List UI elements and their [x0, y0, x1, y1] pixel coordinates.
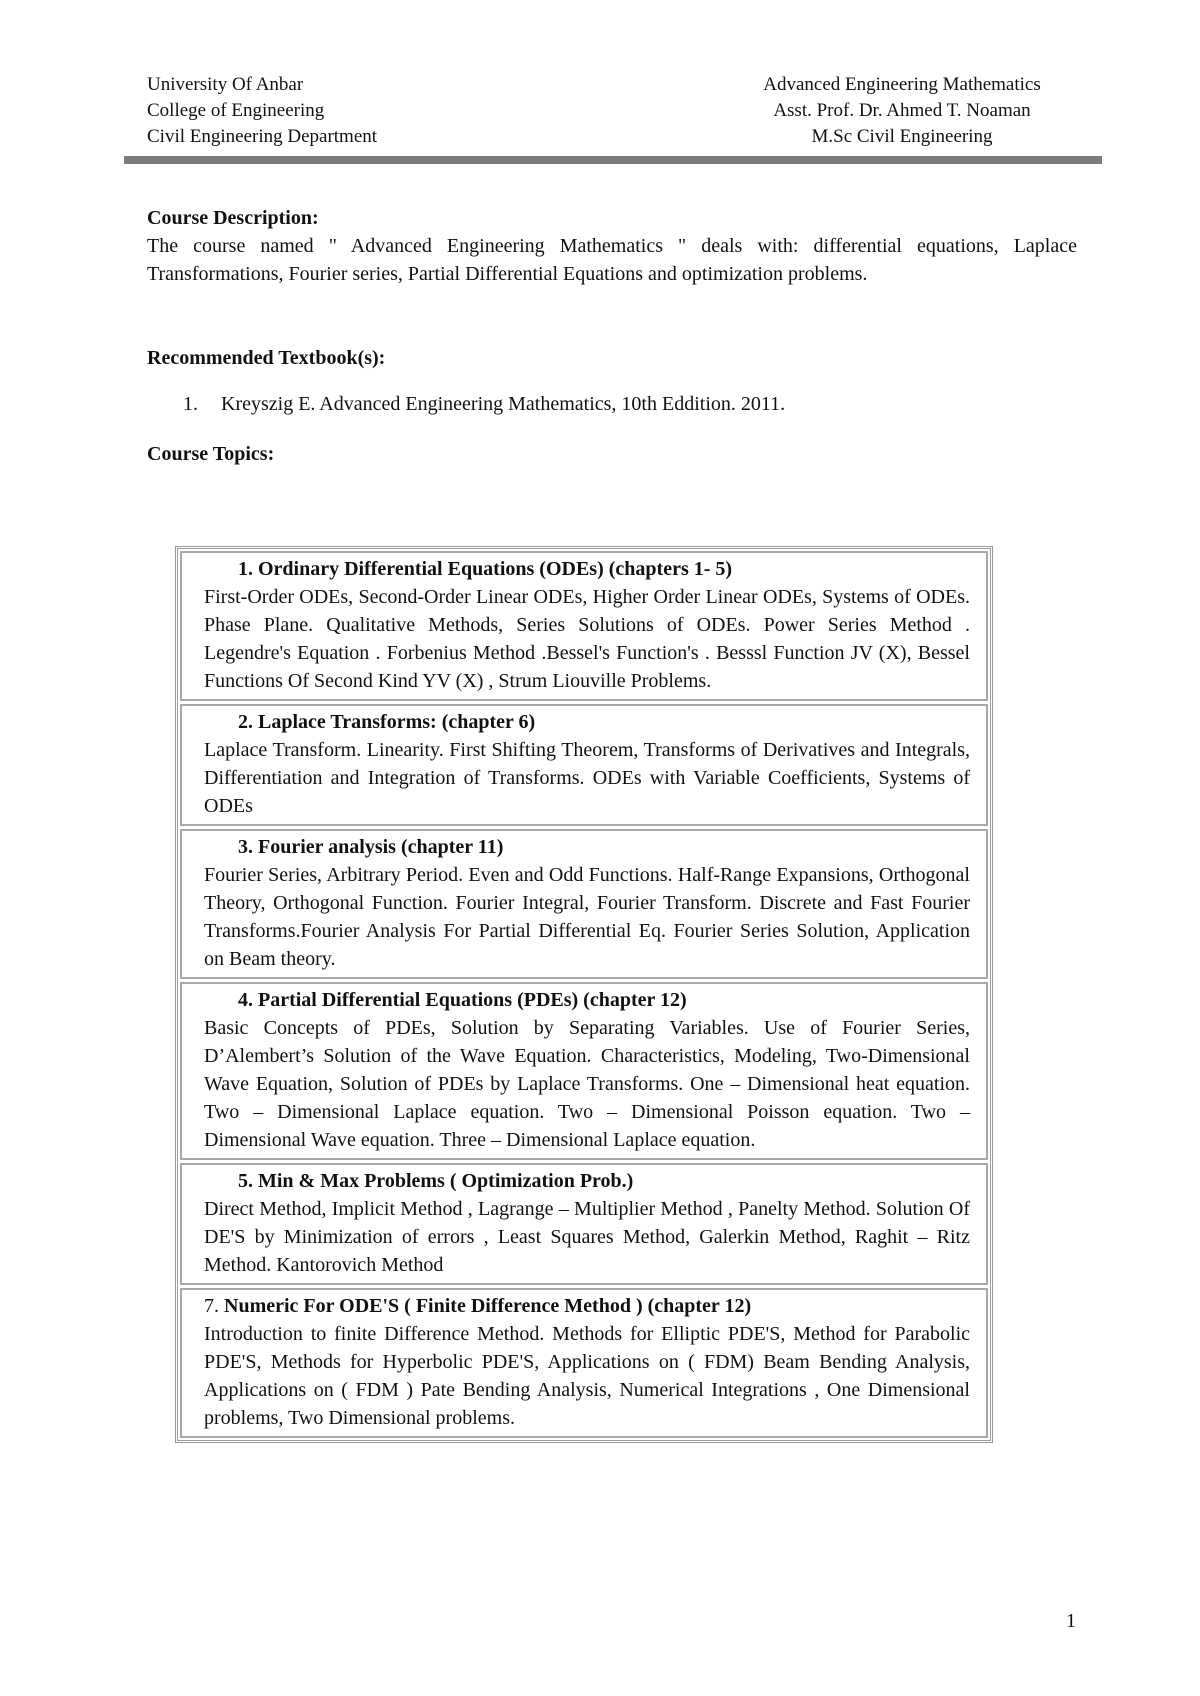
main-content [147, 204, 1077, 468]
topic-ordinary-differential-equations [180, 551, 988, 701]
department-name: Civil Engineering Department [147, 126, 378, 147]
topic-body: Basic Concepts of PDEs, Solution by Separating Variables. Use of Fourier Series, D’Alembert’s Solution of the Wave Equation. Characteristics, Modeling, Two-Dimensional Wave Equation, Solution of PDEs by Laplace Transforms. One – Dimensional heat equation. Two – Dimensional Laplace equation. Two – Dimensional Poisson equation. Two – Dimensional Wave equation. Three – Dimensional Laplace equation. [204, 1017, 970, 1151]
topic-title: 2. Laplace Transforms: (chapter 6) [238, 711, 536, 733]
topic-partial-differential-equations [180, 982, 988, 1160]
course-name: Advanced Engineering Mathematics [763, 74, 1041, 95]
program-name: M.Sc Civil Engineering [811, 126, 993, 147]
topic-body: Direct Method, Implicit Method , Lagrange – Multiplier Method , Panelty Method. Solution Of DE'S by Minimization of errors , Least Squares Method, Galerkin Method, Raghit – Ritz Method. Kantorovich Method [204, 1198, 970, 1276]
topic-title [194, 1292, 970, 1320]
topic-body: Fourier Series, Arbitrary Period. Even and Odd Functions. Half-Range Expansions, Orthogonal Theory, Orthogonal Function. Fourier Integral, Fourier Transform. Discrete and Fast Fourier Transforms.Fourier Analysis For Partial Differential Eq. Fourier Series Solution, Application on Beam theory. [204, 864, 970, 970]
course-description-heading: Course Description: [147, 207, 319, 229]
college-name: College of Engineering [147, 100, 325, 121]
page-header [147, 72, 1067, 150]
topic-title: 1. Ordinary Differential Equations (ODEs) (chapters 1- 5) [238, 558, 733, 580]
topic-numeric-for-odes [180, 1288, 988, 1438]
topic-laplace-transforms [180, 704, 988, 826]
header-row-2 [147, 98, 1067, 124]
header-row-1 [147, 72, 1067, 98]
topic-title: 4. Partial Differential Equations (PDEs) (chapter 12) [238, 989, 687, 1011]
course-description-text: The course named " Advanced Engineering Mathematics " deals with: differential equations, Laplace Transformations, Fourier series, Partial Differential Equations and optimization problems. [147, 235, 1077, 285]
topic-title: 5. Min & Max Problems ( Optimization Prob.) [238, 1170, 634, 1192]
course-topics-heading: Course Topics: [147, 443, 275, 465]
textbook-number: 1. [183, 393, 198, 415]
topic-min-max-problems [180, 1163, 988, 1285]
textbook-item [147, 390, 1077, 418]
page-number: 1 [1066, 1610, 1076, 1632]
instructor-name: Asst. Prof. Dr. Ahmed T. Noaman [773, 100, 1031, 121]
header-divider [124, 156, 1102, 164]
topic-body: Introduction to finite Difference Method. Methods for Elliptic PDE'S, Method for Parabolic PDE'S, Methods for Hyperbolic PDE'S, Applications on ( FDM) Beam Bending Analysis, Applications on ( FDM ) Pate Bending Analysis, Numerical Integrations , One Dimensional problems, Two Dimensional problems. [204, 1323, 970, 1429]
topic-body: First-Order ODEs, Second-Order Linear ODEs, Higher Order Linear ODEs, Systems of ODEs. Phase Plane. Qualitative Methods, Series Solutions of ODEs. Power Series Method . Legendre's Equation . Forbenius Method .Bessel's Function's . Besssl Function JV (X), Bessel Functions Of Second Kind YV (X) , Strum Liouville Problems. [204, 586, 970, 692]
topic-title: 3. Fourier analysis (chapter 11) [238, 836, 504, 858]
header-row-3 [147, 124, 1067, 150]
textbooks-heading: Recommended Textbook(s): [147, 347, 386, 369]
university-name: University Of Anbar [147, 74, 304, 95]
topic-body: Laplace Transform. Linearity. First Shifting Theorem, Transforms of Derivatives and Integrals, Differentiation and Integration of Transforms. ODEs with Variable Coefficients, Systems of ODEs [204, 739, 970, 817]
topic-title-text: Numeric For ODE'S ( Finite Difference Method ) (chapter 12) [224, 1295, 752, 1317]
topics-table [175, 546, 993, 1443]
textbook-text: Kreyszig E. Advanced Engineering Mathematics, 10th Eddition. 2011. [221, 393, 786, 415]
topic-number: 7. [204, 1295, 219, 1317]
topic-fourier-analysis [180, 829, 988, 979]
